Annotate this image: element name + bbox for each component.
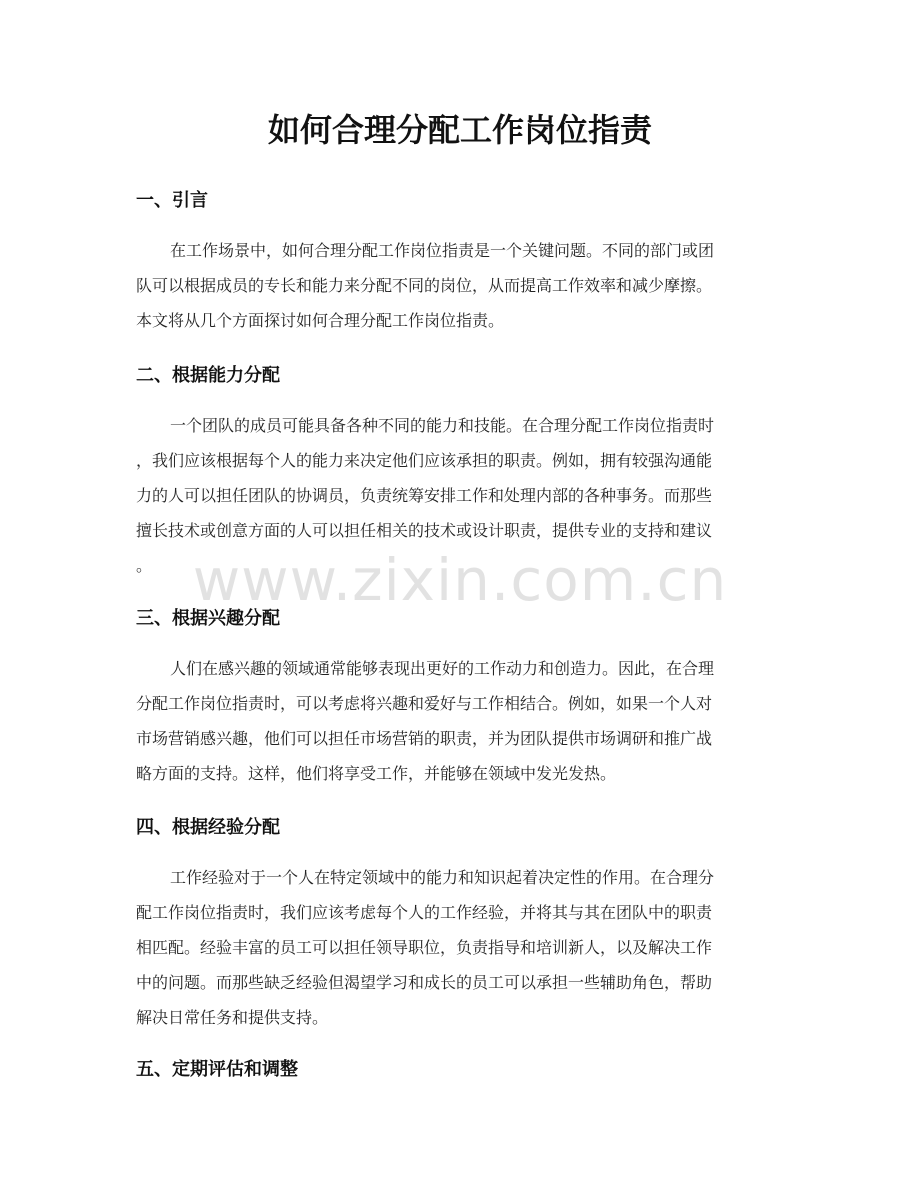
section-paragraph-experience xyxy=(136,860,786,1035)
section-paragraph-intro xyxy=(136,233,786,338)
paragraph-line: 相匹配。经验丰富的员工可以担任领导职位，负责指导和培训新人，以及解决工作 xyxy=(136,938,713,957)
paragraph-line: 在工作场景中，如何合理分配工作岗位指责是一个关键问题。不同的部门或团 xyxy=(170,241,715,260)
paragraph-line: 队可以根据成员的专长和能力来分配不同的岗位，从而提高工作效率和减少摩擦。 xyxy=(136,276,713,295)
section-heading-interest: 三、根据兴趣分配 xyxy=(136,608,280,629)
paragraph-line: 人们在感兴趣的领域通常能够表现出更好的工作动力和创造力。因此，在合理 xyxy=(170,659,715,678)
section-heading-intro: 一、引言 xyxy=(136,190,208,211)
paragraph-line: 市场营销感兴趣，他们可以担任市场营销的职责，并为团队提供市场调研和推广战 xyxy=(136,729,713,748)
section-heading-ability: 二、根据能力分配 xyxy=(136,365,280,386)
paragraph-line: ，我们应该根据每个人的能力来决定他们应该承担的职责。例如，拥有较强沟通能 xyxy=(136,451,713,470)
paragraph-line: 。 xyxy=(136,556,153,575)
section-paragraph-interest xyxy=(136,651,786,791)
document-title: 如何合理分配工作岗位指责 xyxy=(267,111,652,149)
paragraph-line: 本文将从几个方面探讨如何合理分配工作岗位指责。 xyxy=(136,311,505,330)
paragraph-line: 工作经验对于一个人在特定领域中的能力和知识起着决定性的作用。在合理分 xyxy=(170,868,715,887)
section-heading-experience: 四、根据经验分配 xyxy=(136,817,280,838)
paragraph-line: 配工作岗位指责时，我们应该考虑每个人的工作经验，并将其与其在团队中的职责 xyxy=(136,903,713,922)
paragraph-line: 分配工作岗位指责时，可以考虑将兴趣和爱好与工作相结合。例如，如果一个人对 xyxy=(136,694,713,713)
section-paragraph-ability xyxy=(136,408,786,583)
paragraph-line: 中的问题。而那些缺乏经验但渴望学习和成长的员工可以承担一些辅助角色，帮助 xyxy=(136,973,713,992)
watermark: www.zixin.com.cn xyxy=(192,546,728,614)
section-heading-review: 五、定期评估和调整 xyxy=(136,1059,298,1080)
paragraph-line: 一个团队的成员可能具备各种不同的能力和技能。在合理分配工作岗位指责时 xyxy=(170,416,715,435)
paragraph-line: 力的人可以担任团队的协调员，负责统筹安排工作和处理内部的各种事务。而那些 xyxy=(136,486,713,505)
paragraph-line: 解决日常任务和提供支持。 xyxy=(136,1008,329,1027)
paragraph-line: 略方面的支持。这样，他们将享受工作，并能够在领域中发光发热。 xyxy=(136,764,617,783)
paragraph-line: 擅长技术或创意方面的人可以担任相关的技术或设计职责，提供专业的支持和建议 xyxy=(136,521,713,540)
